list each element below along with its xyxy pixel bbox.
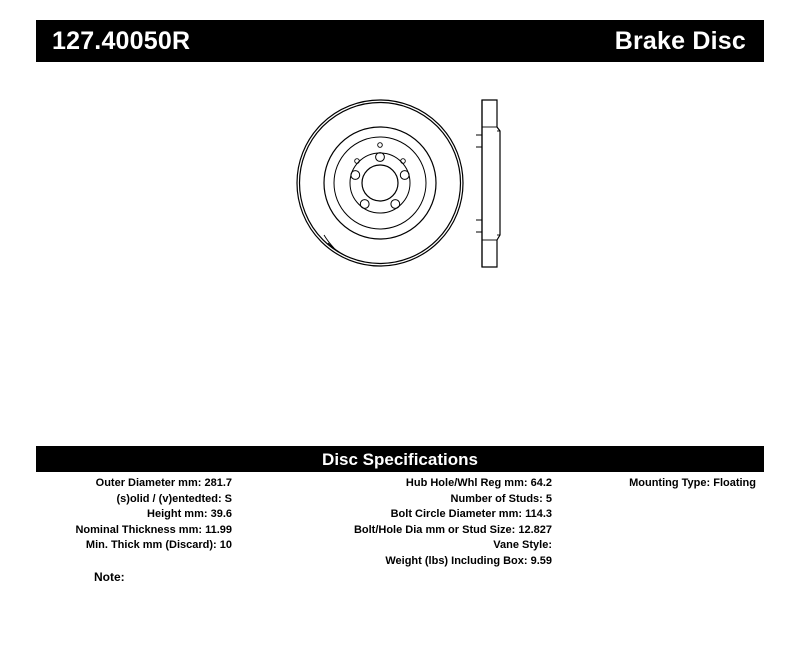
rotor-drawing-svg [250,95,580,295]
spec-hub-hole: Hub Hole/Whl Reg mm: 64.2 [405,477,552,489]
rotor-drawing [250,95,580,295]
spec-mounting-type: Mounting Type: Floating [629,477,756,489]
spec-min-thickness: Min. Thick mm (Discard): 10 [85,539,232,551]
page-title: Brake Disc [614,26,746,55]
note-label: Note: [94,570,125,584]
spec-height: Height mm: 39.6 [147,508,232,520]
part-number: 127.40050R [52,26,191,55]
spec-bolt-circle-diameter: Bolt Circle Diameter mm: 114.3 [390,508,552,520]
spec-vane-style: Vane Style: [493,539,552,551]
spec-weight: Weight (lbs) Including Box: 9.59 [385,554,552,567]
spec-outer-diameter: Outer Diameter mm: 281.7 [95,477,232,489]
disc-specifications-bar [36,446,764,472]
spec-column-middle [236,476,556,569]
spec-solid-vented: (s)olid / (v)entedted: S [116,492,232,505]
header-bar [36,20,764,62]
specifications-columns [36,476,764,569]
spec-bolt-hole-dia: Bolt/Hole Dia mm or Stud Size: 12.827 [353,523,552,536]
spec-nominal-thickness: Nominal Thickness mm: 11.99 [75,523,232,536]
spec-column-left [36,476,236,554]
rotor-side-section-view [476,100,500,267]
spec-column-right [556,476,764,492]
rotor-front-view [297,100,463,266]
spec-number-of-studs: Number of Studs: 5 [450,492,552,505]
disc-specifications-title: Disc Specifications [322,449,478,469]
